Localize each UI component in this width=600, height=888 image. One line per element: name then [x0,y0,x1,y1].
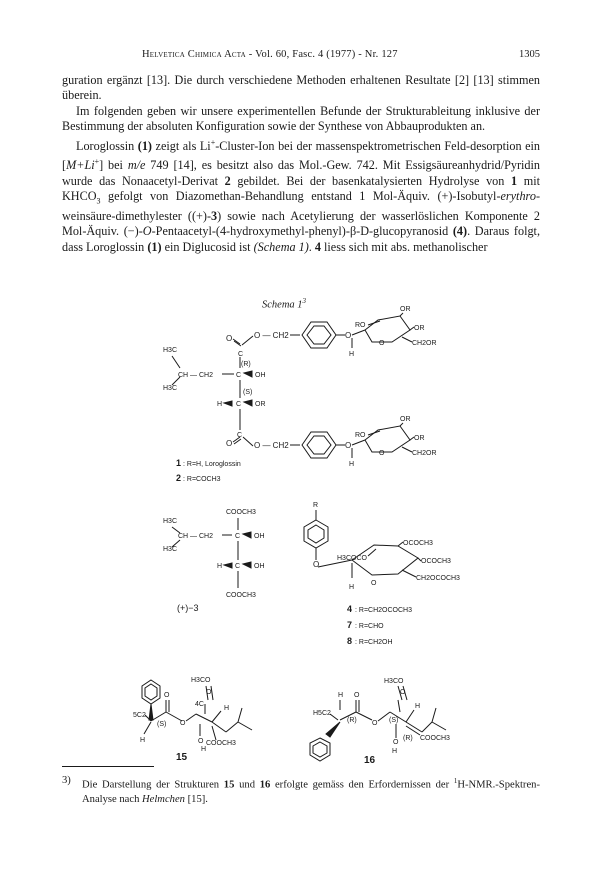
paragraph-3: Loroglossin (1) zeigt als Li+-Cluster-Ion bei der massenspektrometrischen Feld-desorption ein [M+Li+] bei m/e 749 [14], es besitzt also das Mol.-Gew. 742. Mit Essigsäureanhydrid/Pyridin wurde das Nonaacetyl-Derivat 2 gebildet. Bei der basenkatalysierten Hydrolyse von 1 mit $KHCO_3$ gefolgt von Diazomethan-Behandlung entstand 1 Mol-Äquiv. (+)-Isobutyl-erythro-weinsäure-dimethylester ((+)-3) sowie nach Acetylierung der wasserlöslichen Komponente 2 Mol-Äquiv. (−)-O-Pentaacetyl-(4-hydroxymethyl-phenyl)-β-D-glucopyranosid (4). Daraus folgt, dass Loroglossin (1) ein Diglucosid ist (Schema 1). 4 liess sich mit abs. methanolischer [62,137,541,254]
svg-text:: R=H, Loroglossin: : R=H, Loroglossin [183,461,241,468]
svg-text:H: H [224,705,230,712]
svg-text:O: O [379,450,385,457]
page-number: 1305 [519,49,540,60]
svg-text:CH2OCOCH3: CH2OCOCH3 [416,575,460,582]
svg-text:O: O [354,692,360,699]
svg-text:H: H [201,746,207,753]
svg-text:H: H [217,401,223,408]
svg-text:CH2OR: CH2OR [412,450,437,457]
label-compound-16: 16 [364,755,376,766]
svg-text:H3CO: H3CO [191,677,211,684]
svg-text:H: H [349,351,355,358]
svg-text:(R): (R) [241,361,251,368]
svg-text:H3C: H3C [163,347,178,354]
svg-text:O — CH2: O — CH2 [254,441,289,450]
svg-text:O — CH2: O — CH2 [254,331,289,340]
svg-text:COOCH3: COOCH3 [226,592,256,599]
structure-1-top-ester [226,306,437,358]
svg-text:: R=COCH3: : R=COCH3 [183,476,221,483]
paragraph-2: Im folgenden geben wir unsere experimentellen Befunde der Strukturableitung inklusive der Bestimmung der absoluten Konfiguration sowie der Synthese von Abbauprodukten an. [62,103,540,134]
svg-text:H5C2: H5C2 [313,710,331,717]
structure-3 [163,509,265,599]
svg-text:H: H [349,461,355,468]
svg-text:H: H [392,748,398,755]
svg-text:H: H [140,737,146,744]
svg-text:O: O [164,692,170,699]
svg-text:C: C [238,351,244,358]
footnote [62,774,540,807]
svg-text:H3C: H3C [163,518,178,525]
footnote-marker: 3) [62,775,71,786]
structure-15 [133,677,252,753]
structure-4 [304,502,460,591]
svg-text:5C2: 5C2 [133,712,146,719]
paragraph-1: guration ergänzt [13]. Die durch verschiedene Methoden erhaltenen Resultate [2] [13] stimmen überein. [62,73,540,103]
svg-text:O: O [345,331,352,340]
svg-text:C: C [236,401,242,408]
svg-text:O: O [206,689,212,696]
label-compound-4: 4 [347,604,353,614]
structure-16 [310,678,450,761]
label-compound-1: 1 [176,458,182,468]
svg-text:O: O [226,439,233,448]
structure-1-bottom-ester [226,416,437,468]
svg-text:H3C: H3C [163,385,178,392]
svg-text:O: O [400,689,406,696]
svg-text:H: H [338,692,344,699]
svg-text:C: C [235,533,241,540]
svg-text:OCOCH3: OCOCH3 [421,558,451,565]
svg-text:H: H [415,703,421,710]
svg-text:COOCH3: COOCH3 [226,509,256,516]
label-compound-8: 8 [347,636,353,646]
svg-text:H: H [217,563,223,570]
svg-text:C: C [237,432,243,439]
svg-text:H3COCO: H3COCO [337,555,367,562]
svg-text:(S): (S) [389,717,399,724]
label-compound-2: 2 [176,473,182,483]
structure-1-backbone [163,347,266,439]
svg-text:OH: OH [254,533,265,540]
svg-text:H: H [349,584,355,591]
svg-text:O: O [372,720,378,727]
label-compound-15: 15 [176,752,188,763]
svg-text:C: C [236,372,242,379]
svg-text:OR: OR [400,416,411,423]
journal-citation: Helvetica Chimica Acta - Vol. 60, Fasc. 4 (1977) - Nr. 127 [142,49,398,60]
svg-text:O: O [313,560,320,569]
svg-text:: R=CH2OCOCH3: : R=CH2OCOCH3 [355,607,412,614]
svg-text:R: R [313,502,319,509]
svg-text:CH2OR: CH2OR [412,340,437,347]
svg-text:(S): (S) [243,389,253,396]
svg-text:OR: OR [255,401,266,408]
svg-text:OR: OR [414,325,425,332]
svg-text:OCOCH3: OCOCH3 [403,540,433,547]
svg-text:O: O [180,720,186,727]
svg-text:C: C [235,563,241,570]
scheme-caption: Schema $1^3$ [262,297,307,311]
svg-text:O: O [371,580,377,587]
svg-text:COOCH3: COOCH3 [206,740,236,747]
svg-text:O: O [198,738,204,745]
svg-text:H3CO: H3CO [384,678,404,685]
label-compound-7: 7 [347,620,353,630]
svg-text:COOCH3: COOCH3 [420,735,450,742]
footnote-rule [62,766,154,767]
footnote-text: Die Darstellung der Strukturen 15 und 16 erfolgte gemäss den Erfordernissen der $^1$H-NMR.-Spektren-Analyse nach Helmchen [15]. [82,777,540,805]
svg-text:O: O [379,340,385,347]
svg-text:CH — CH2: CH — CH2 [178,372,214,379]
svg-text:RO: RO [355,322,366,329]
svg-text:(S): (S) [157,721,167,728]
svg-text:OH: OH [254,563,265,570]
svg-text:CH — CH2: CH — CH2 [178,533,214,540]
svg-text:H3C: H3C [163,546,178,553]
svg-text:(R): (R) [403,735,413,742]
svg-text:OR: OR [414,435,425,442]
svg-text:OH: OH [255,372,266,379]
svg-text:O: O [345,441,352,450]
svg-text:: R=CH2OH: : R=CH2OH [355,639,393,646]
svg-text:: R=CHO: : R=CHO [355,623,384,630]
label-compound-3: (+)−3 [177,603,199,613]
svg-text:4C: 4C [195,701,204,708]
svg-text:(R): (R) [347,717,357,724]
svg-text:RO: RO [355,432,366,439]
svg-text:OR: OR [400,306,411,313]
svg-text:O: O [226,334,233,343]
svg-text:O: O [393,739,399,746]
